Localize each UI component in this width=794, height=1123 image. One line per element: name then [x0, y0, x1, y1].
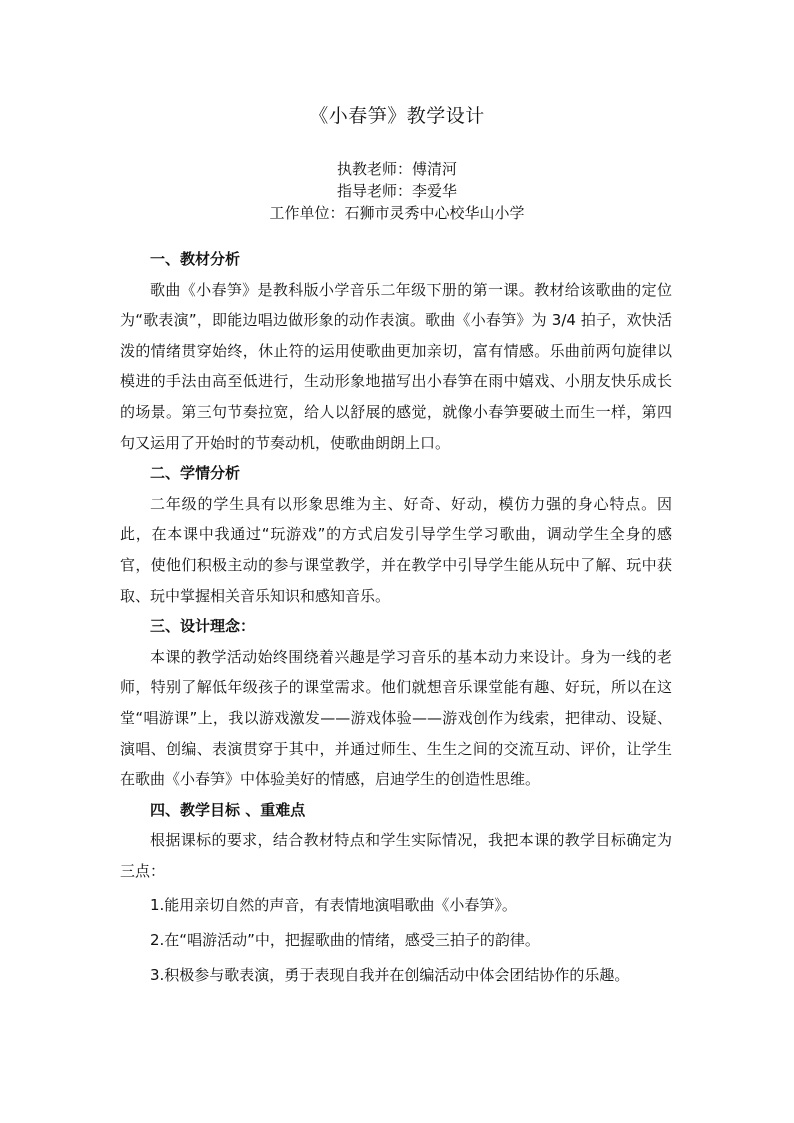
teacher-line: 执教老师：傅清河 — [336, 160, 457, 178]
section-paragraph-design-concept: 本课的教学活动始终围绕着兴趣是学习音乐的基本动力来设计。身为一线的老师，特别了解低年级孩子的课堂需求。他们就想音乐课堂能有趣、好玩，所以在这堂“唱游课”上，我以游戏激发——游戏体验——游戏创作为线索，把律动、设疑、演唱、创编、表演贯穿于其中，并通过师生、生生之间的交流互动、评价，让学生在歌曲《小春笋》中体验美好的情感，启迪学生的创造性思维。 — [120, 647, 672, 789]
section-paragraph-student-analysis: 二年级的学生具有以形象思维为主、好奇、好动，模仿力强的身心特点。因此，在本课中我通过“玩游戏”的方式启发引导学生学习歌曲，调动学生全身的感官，使他们积极主动的参与课堂教学，并在教学中引导学生能从玩中了解、玩中获取、玩中掌握相关音乐知识和感知音乐。 — [120, 494, 672, 605]
section-heading-teaching-goals: 四、教学目标 、重难点 — [150, 800, 306, 819]
author-info — [0, 158, 794, 224]
section-heading-design-concept: 三、设计理念： — [150, 617, 256, 636]
document-body — [120, 244, 672, 990]
section-heading-textbook-analysis: 一、教材分析 — [150, 250, 241, 268]
workplace-line: 工作单位：石狮市灵秀中心校华山小学 — [269, 204, 525, 222]
teaching-goal-item: 1.能用亲切自然的声音，有表情地演唱歌曲《小春笋》。 — [150, 896, 517, 915]
teaching-goal-item: 2.在“唱游活动”中，把握歌曲的情绪，感受三拍子的韵律。 — [150, 931, 540, 950]
teaching-goal-item: 3.积极参与歌表演，勇于表现自我并在创编活动中体会团结协作的乐趣。 — [150, 965, 630, 984]
document-title: 《小春笋》教学设计 — [309, 105, 485, 127]
section-paragraph-textbook-analysis: 歌曲《小春笋》是教科版小学音乐二年级下册的第一课。教材给该歌曲的定位为“歌表演”，即能边唱边做形象的动作表演。歌曲《小春笋》为 3/4 拍子，欢快活泼的情绪贯穿始终，休止符的运用使歌曲更加亲切，富有情感。乐曲前两句旋律以模进的手法由高至低进行，生动形象地描写出小春笋在雨中嬉戏、小朋友快乐成长的场景。第三句节奏拉宽，给人以舒展的感觉，就像小春笋要破土而生一样，第四句又运用了开始时的节奏动机，使歌曲朗朗上口。 — [120, 280, 672, 452]
section-paragraph-teaching-goals: 根据课标的要求，结合教材特点和学生实际情况，我把本课的教学目标确定为三点： — [120, 831, 672, 880]
section-heading-student-analysis: 二、学情分析 — [150, 464, 241, 483]
advisor-line: 指导老师：李爱华 — [336, 182, 457, 200]
